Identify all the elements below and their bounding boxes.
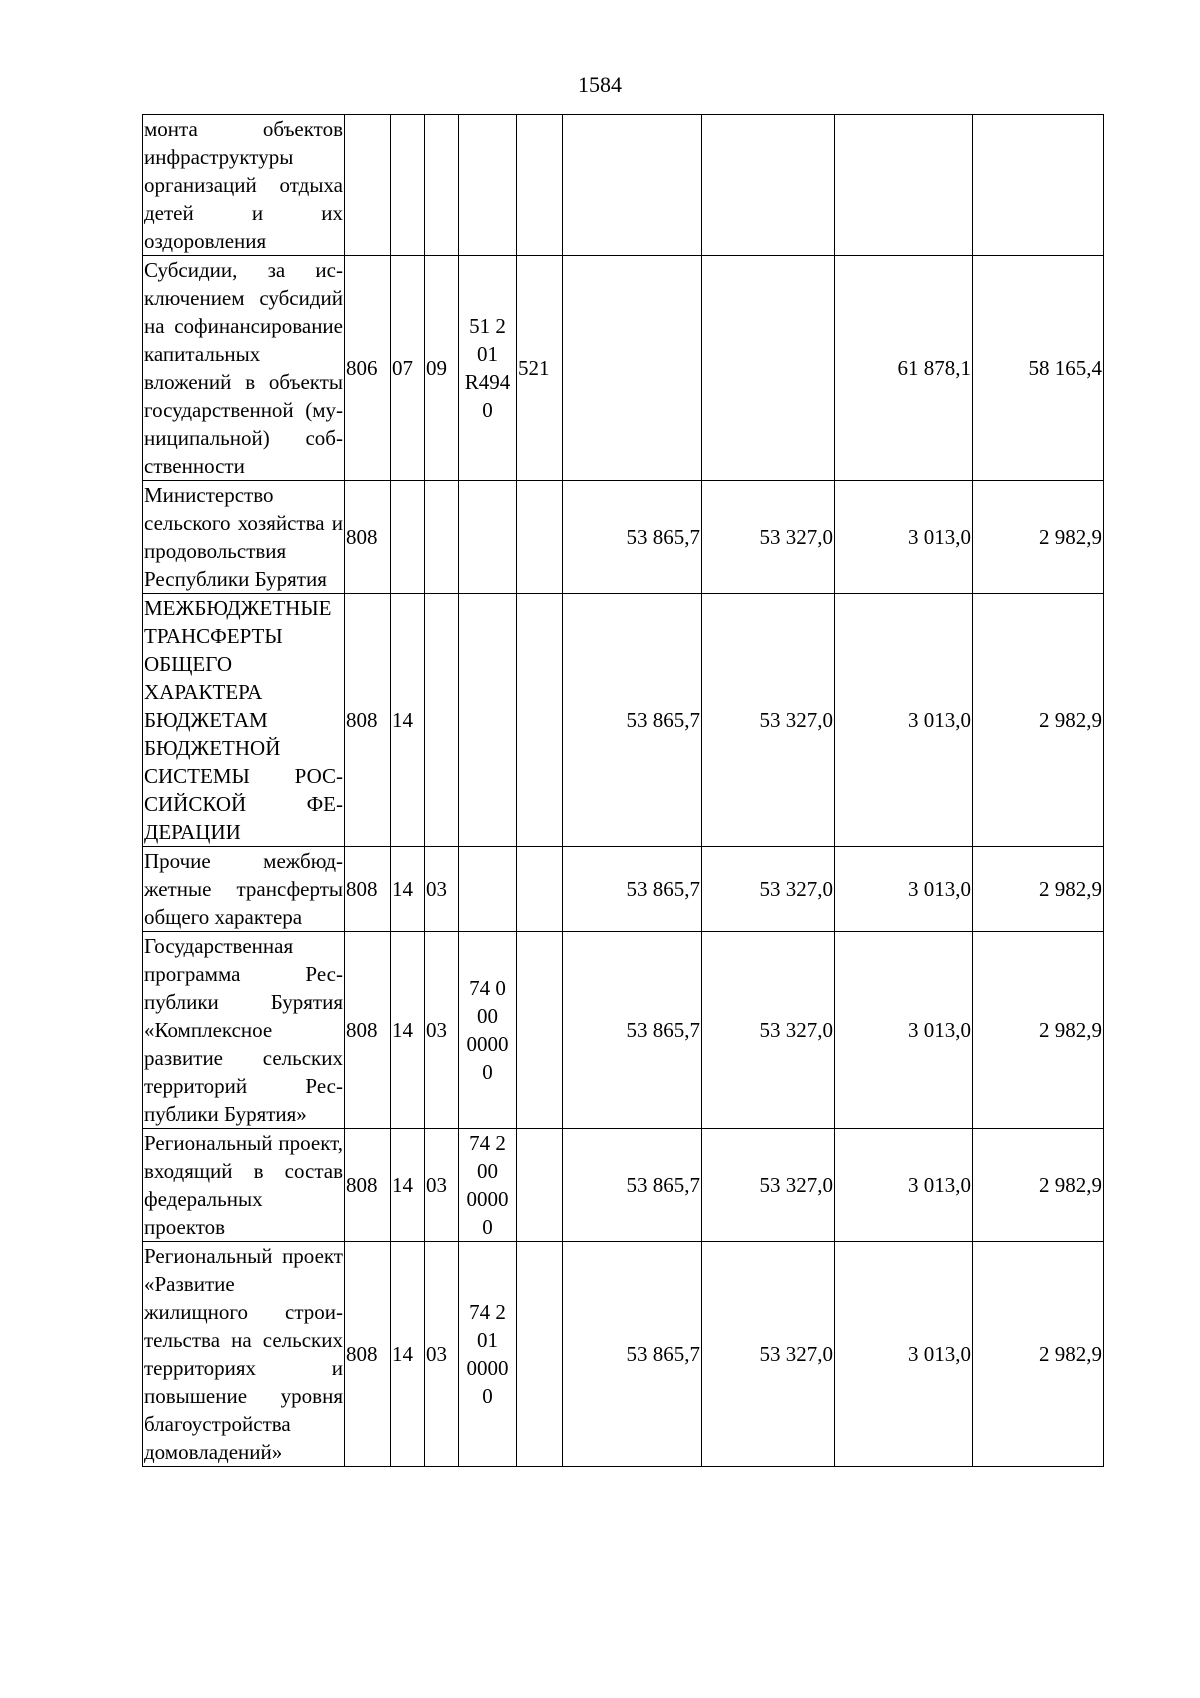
row-expense-type — [517, 115, 563, 256]
row-expense-type — [517, 481, 563, 594]
table-row — [143, 256, 1104, 481]
row-section-code: 07 — [391, 256, 425, 481]
table-row — [143, 594, 1104, 847]
row-amount-4: 2 982,9 — [973, 481, 1104, 594]
row-expense-type — [517, 594, 563, 847]
row-amount-4: 2 982,9 — [973, 1129, 1104, 1242]
row-amount-1: 53 865,7 — [563, 932, 702, 1129]
row-amount-3: 3 013,0 — [835, 1242, 973, 1467]
row-section-code: 14 — [391, 1242, 425, 1467]
row-target-article — [459, 115, 517, 256]
row-grbs-code: 808 — [345, 481, 391, 594]
row-target-article: 51 2 01 R494 0 — [459, 256, 517, 481]
row-grbs-code: 806 — [345, 256, 391, 481]
row-amount-4: 58 165,4 — [973, 256, 1104, 481]
row-subsection-code: 03 — [425, 1129, 459, 1242]
row-section-code: 14 — [391, 847, 425, 932]
row-amount-3: 3 013,0 — [835, 1129, 973, 1242]
row-grbs-code: 808 — [345, 1242, 391, 1467]
row-expense-type: 521 — [517, 256, 563, 481]
row-amount-2 — [702, 256, 835, 481]
row-grbs-code: 808 — [345, 932, 391, 1129]
row-name: Прочие межбюджетные трансферты общего характера — [143, 847, 345, 932]
row-name: МЕЖБЮДЖЕТНЫЕ ТРАНСФЕРТЫ ОБЩЕГО ХАРАКТЕРА БЮДЖЕТАМ БЮДЖЕТНОЙ СИСТЕМЫ РОССИЙСКОЙ ФЕДЕРАЦИИ — [143, 594, 345, 847]
table-row — [143, 481, 1104, 594]
page-number: 1584 — [578, 72, 622, 97]
row-expense-type — [517, 1129, 563, 1242]
row-amount-2 — [702, 115, 835, 256]
row-name: Региональный проект, входящий в состав федеральных проектов — [143, 1129, 345, 1242]
row-section-code — [391, 115, 425, 256]
table-row — [143, 1242, 1104, 1467]
row-name: Региональный проект «Развитие жилищного строительства на сельских территориях и повышение уровня благоустройства домовладений» — [143, 1242, 345, 1467]
row-amount-1: 53 865,7 — [563, 1242, 702, 1467]
row-amount-1: 53 865,7 — [563, 481, 702, 594]
row-amount-1 — [563, 115, 702, 256]
row-amount-4: 2 982,9 — [973, 594, 1104, 847]
row-amount-4: 2 982,9 — [973, 1242, 1104, 1467]
row-grbs-code: 808 — [345, 1129, 391, 1242]
row-amount-2: 53 327,0 — [702, 1242, 835, 1467]
row-amount-3: 61 878,1 — [835, 256, 973, 481]
row-subsection-code: 09 — [425, 256, 459, 481]
row-name: Субсидии, за исключением субсидий на софинансирование капитальных вложений в объекты государственной (муниципальной) собственности — [143, 256, 345, 481]
row-amount-4: 2 982,9 — [973, 847, 1104, 932]
row-amount-3: 3 013,0 — [835, 847, 973, 932]
row-subsection-code: 03 — [425, 932, 459, 1129]
table-row — [143, 115, 1104, 256]
table-row — [143, 932, 1104, 1129]
row-section-code: 14 — [391, 594, 425, 847]
row-amount-3 — [835, 115, 973, 256]
row-grbs-code: 808 — [345, 847, 391, 932]
row-amount-1: 53 865,7 — [563, 1129, 702, 1242]
row-amount-1: 53 865,7 — [563, 847, 702, 932]
row-grbs-code — [345, 115, 391, 256]
row-section-code: 14 — [391, 1129, 425, 1242]
row-expense-type — [517, 1242, 563, 1467]
row-amount-3: 3 013,0 — [835, 481, 973, 594]
row-section-code — [391, 481, 425, 594]
row-target-article — [459, 481, 517, 594]
row-subsection-code — [425, 115, 459, 256]
row-subsection-code — [425, 594, 459, 847]
row-target-article: 74 2 00 0000 0 — [459, 1129, 517, 1242]
row-amount-2: 53 327,0 — [702, 932, 835, 1129]
row-section-code: 14 — [391, 932, 425, 1129]
row-amount-4: 2 982,9 — [973, 932, 1104, 1129]
row-amount-3: 3 013,0 — [835, 932, 973, 1129]
row-target-article — [459, 847, 517, 932]
row-name: монта объектов инфраструктуры организаций отдыха детей и их оздоровления — [143, 115, 345, 256]
row-target-article — [459, 594, 517, 847]
row-amount-1: 53 865,7 — [563, 594, 702, 847]
row-subsection-code — [425, 481, 459, 594]
budget-table — [142, 114, 1104, 1467]
row-amount-2: 53 327,0 — [702, 594, 835, 847]
row-target-article: 74 0 00 0000 0 — [459, 932, 517, 1129]
table-body — [143, 115, 1104, 1467]
row-subsection-code: 03 — [425, 847, 459, 932]
row-name: Государственная программа Республики Бурятия «Комплексное развитие сельских территорий Республики Бурятия» — [143, 932, 345, 1129]
row-amount-3: 3 013,0 — [835, 594, 973, 847]
row-expense-type — [517, 847, 563, 932]
row-subsection-code: 03 — [425, 1242, 459, 1467]
table-row — [143, 1129, 1104, 1242]
row-amount-2: 53 327,0 — [702, 847, 835, 932]
row-amount-2: 53 327,0 — [702, 481, 835, 594]
row-name: Министерство сельского хозяйства и продовольствия Республики Бурятия — [143, 481, 345, 594]
row-amount-4 — [973, 115, 1104, 256]
row-amount-1 — [563, 256, 702, 481]
row-expense-type — [517, 932, 563, 1129]
row-grbs-code: 808 — [345, 594, 391, 847]
row-target-article: 74 2 01 0000 0 — [459, 1242, 517, 1467]
row-amount-2: 53 327,0 — [702, 1129, 835, 1242]
table-row — [143, 847, 1104, 932]
